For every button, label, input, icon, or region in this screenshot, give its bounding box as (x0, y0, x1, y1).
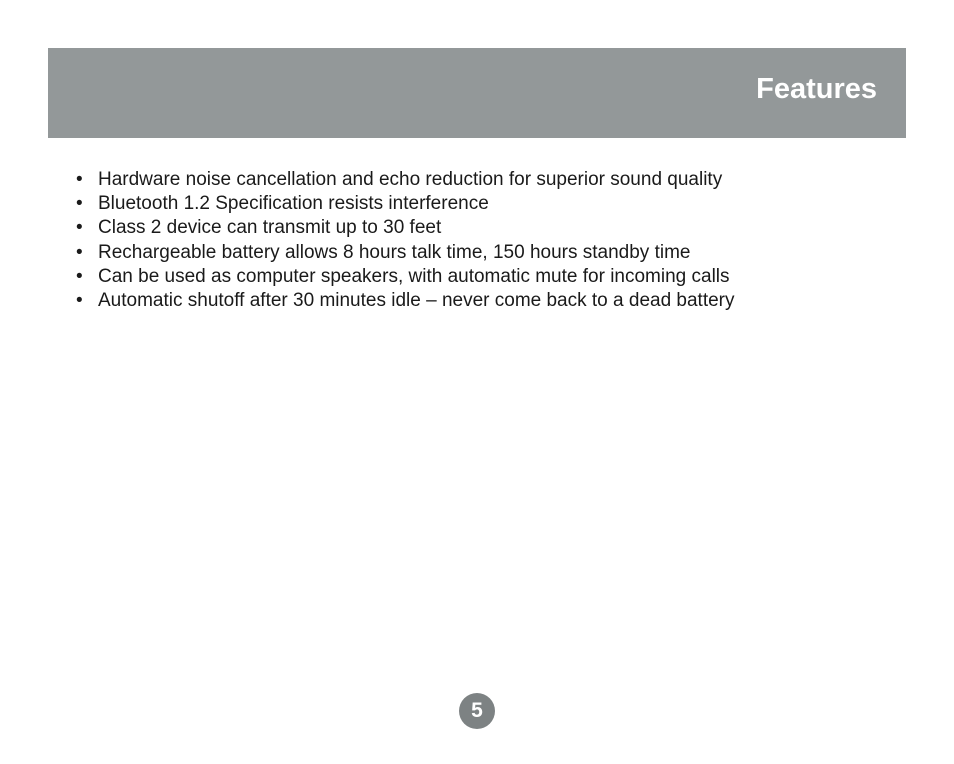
page-title: Features (756, 73, 877, 105)
feature-list (76, 168, 735, 313)
bullet-icon: • (76, 290, 83, 312)
feature-text: Automatic shutoff after 30 minutes idle – never come back to a dead battery (98, 290, 735, 312)
header-band (48, 48, 906, 138)
list-item (76, 168, 735, 192)
page-number-badge: 5 (459, 693, 495, 729)
list-item (76, 192, 735, 216)
bullet-icon: • (76, 241, 83, 263)
bullet-icon: • (76, 265, 83, 287)
bullet-icon: • (76, 169, 83, 190)
list-item (76, 241, 735, 265)
list-item (76, 289, 735, 313)
list-item (76, 216, 735, 240)
feature-text: Hardware noise cancellation and echo reduction for superior sound quality (98, 169, 723, 190)
feature-text: Can be used as computer speakers, with automatic mute for incoming calls (98, 265, 730, 287)
list-item (76, 265, 735, 289)
feature-text: Class 2 device can transmit up to 30 feet (98, 217, 442, 239)
bullet-icon: • (76, 193, 83, 215)
feature-text: Rechargeable battery allows 8 hours talk time, 150 hours standby time (98, 241, 691, 263)
feature-text: Bluetooth 1.2 Specification resists interference (98, 193, 489, 215)
bullet-icon: • (76, 217, 83, 239)
